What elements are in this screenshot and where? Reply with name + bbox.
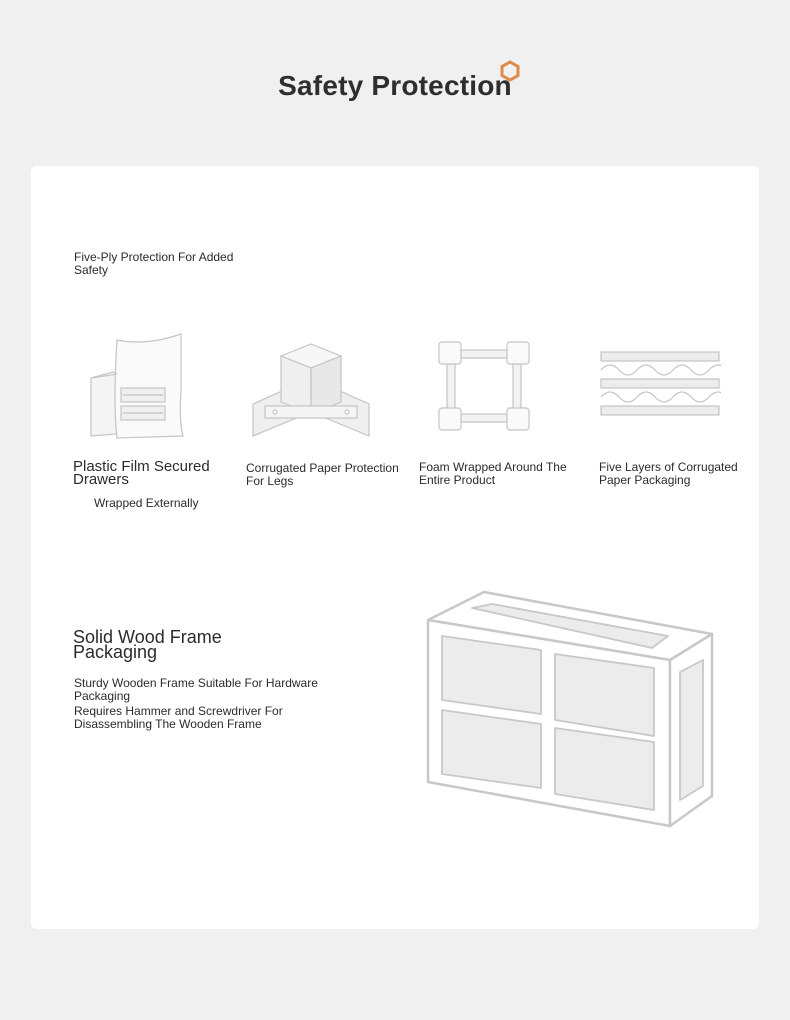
feature-legs-caption: Corrugated Paper Protection For Legs <box>246 461 399 488</box>
drawer-film-icon <box>87 332 187 440</box>
frame-note-hardware: Sturdy Wooden Frame Suitable For Hardware Packaging <box>74 676 318 703</box>
frame-note-tools: Requires Hammer and Screwdriver For Disassembling The Wooden Frame <box>74 704 283 731</box>
feature-drawers-subtitle: Wrapped Externally <box>94 496 199 510</box>
feature-foam-caption: Foam Wrapped Around The Entire Product <box>419 460 567 487</box>
frame-section-title: Solid Wood Frame Packaging <box>73 627 222 662</box>
feature-corrugated-caption: Five Layers of Corrugated Paper Packaging <box>599 460 738 487</box>
corrugated-layers-icon <box>599 350 721 418</box>
hexagon-accent-icon <box>499 60 521 82</box>
feature-drawers-title: Plastic Film Secured Drawers <box>73 458 210 488</box>
foam-frame-icon <box>437 340 531 434</box>
leg-corner-protector-icon <box>251 342 375 438</box>
intro-text: Five-Ply Protection For Added Safety <box>74 250 234 277</box>
page-title: Safety Protection <box>278 70 512 101</box>
content-card <box>31 166 759 929</box>
wooden-crate-icon <box>424 590 716 828</box>
